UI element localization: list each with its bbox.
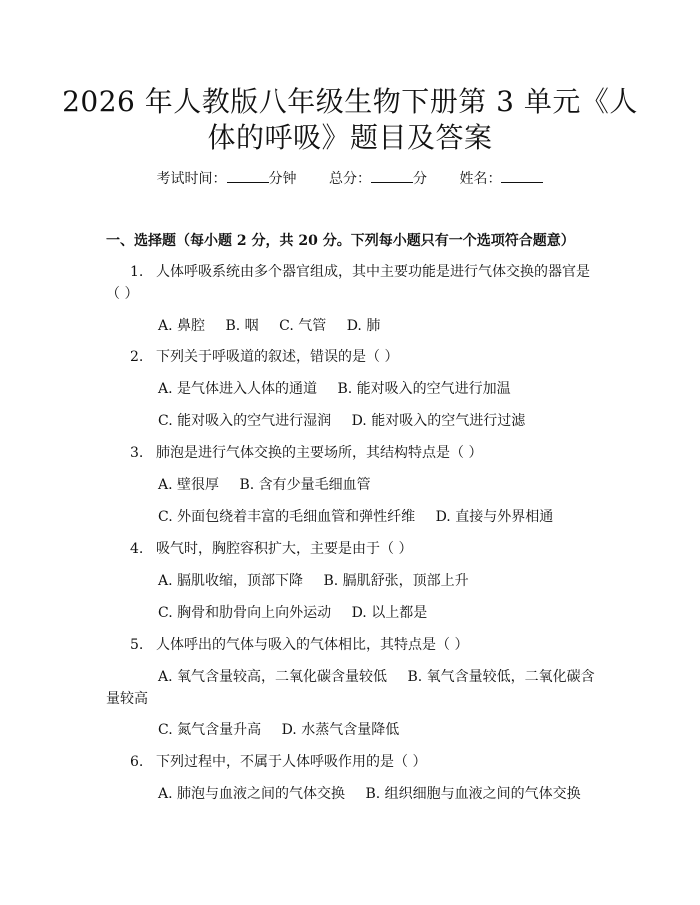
- option-a: A. 肺泡与血液之间的气体交换: [158, 786, 346, 802]
- option-c: C. 胸骨和肋骨向上向外运动: [158, 605, 332, 621]
- option-d: D. 肺: [346, 318, 381, 334]
- option-c: C. 气管: [279, 318, 327, 334]
- question-4-options-row1: [158, 570, 485, 590]
- question-number: 2.: [130, 349, 144, 365]
- option-c: C. 能对吸入的空气进行湿润: [158, 413, 332, 429]
- option-a: A. 壁很厚: [158, 477, 220, 493]
- exam-meta: [0, 168, 700, 188]
- option-c: C. 外面包绕着丰富的毛细血管和弹性纤维: [158, 509, 416, 525]
- document-title-line-1: 2026 年人教版八年级生物下册第 3 单元《人: [62, 85, 638, 118]
- option-d: D. 水蒸气含量降低: [281, 722, 400, 738]
- question-5-option-b-continuation: 量较高: [106, 691, 148, 707]
- document-title-line-2: 体的呼吸》题目及答案: [207, 121, 493, 154]
- question-text: 肺泡是进行气体交换的主要场所，其结构特点是（ ）: [156, 445, 483, 461]
- question-2-options-row2: [158, 410, 541, 430]
- question-4-options-row2: [158, 602, 443, 622]
- question-4: [130, 538, 412, 558]
- exam-score: 总分： 分: [329, 171, 427, 187]
- exam-name: 姓名：: [459, 171, 543, 187]
- option-b: B. 氧气含量较低，二氧化碳含: [407, 669, 595, 685]
- question-1-continuation: （ ）: [106, 286, 139, 302]
- question-5-options-row2: [158, 719, 415, 739]
- time-blank: [227, 170, 269, 183]
- question-5-options-row1: [158, 666, 611, 686]
- question-2: [130, 346, 398, 366]
- question-text: 吸气时，胸腔容积扩大，主要是由于（ ）: [156, 541, 413, 557]
- question-5: [130, 634, 468, 654]
- option-d: D. 直接与外界相通: [435, 509, 554, 525]
- option-a: A. 是气体进入人体的通道: [158, 381, 318, 397]
- option-b: B. 组织细胞与血液之间的气体交换: [365, 786, 581, 802]
- question-6: [130, 751, 426, 771]
- option-d: D. 以上都是: [351, 605, 428, 621]
- option-a: A. 氧气含量较高，二氧化碳含量较低: [158, 669, 388, 685]
- question-number: 5.: [130, 637, 144, 653]
- question-1-options: [158, 315, 396, 335]
- question-3: [130, 442, 482, 462]
- question-1: [130, 261, 590, 281]
- question-3-options-row2: [158, 506, 569, 526]
- exam-time: 考试时间： 分钟: [156, 171, 297, 187]
- question-number: 4.: [130, 541, 144, 557]
- question-2-options-row1: [158, 378, 527, 398]
- question-number: 6.: [130, 754, 144, 770]
- section-heading: 一、选择题（每小题 2 分，共 20 分。下列每小题只有一个选项符合题意）: [106, 233, 575, 249]
- question-text: 下列过程中，不属于人体呼吸作用的是（ ）: [156, 754, 427, 770]
- option-a: A. 膈肌收缩，顶部下降: [158, 573, 304, 589]
- question-text: 下列关于呼吸道的叙述，错误的是（ ）: [156, 349, 399, 365]
- option-b: B. 咽: [225, 318, 259, 334]
- option-d: D. 能对吸入的空气进行过滤: [351, 413, 526, 429]
- question-text: 人体呼吸系统由多个器官组成，其中主要功能是进行气体交换的器官是: [156, 264, 590, 280]
- option-b: B. 膈肌舒张，顶部上升: [323, 573, 469, 589]
- score-blank: [371, 170, 413, 183]
- question-6-options-row1: [158, 783, 597, 803]
- question-number: 1.: [130, 264, 144, 280]
- option-b: B. 能对吸入的空气进行加温: [337, 381, 511, 397]
- name-blank: [501, 170, 543, 183]
- question-3-options-row1: [158, 474, 387, 494]
- question-text: 人体呼出的气体与吸入的气体相比，其特点是（ ）: [156, 637, 469, 653]
- question-number: 3.: [130, 445, 144, 461]
- option-a: A. 鼻腔: [158, 318, 206, 334]
- option-c: C. 氮气含量升高: [158, 722, 262, 738]
- option-b: B. 含有少量毛细血管: [239, 477, 371, 493]
